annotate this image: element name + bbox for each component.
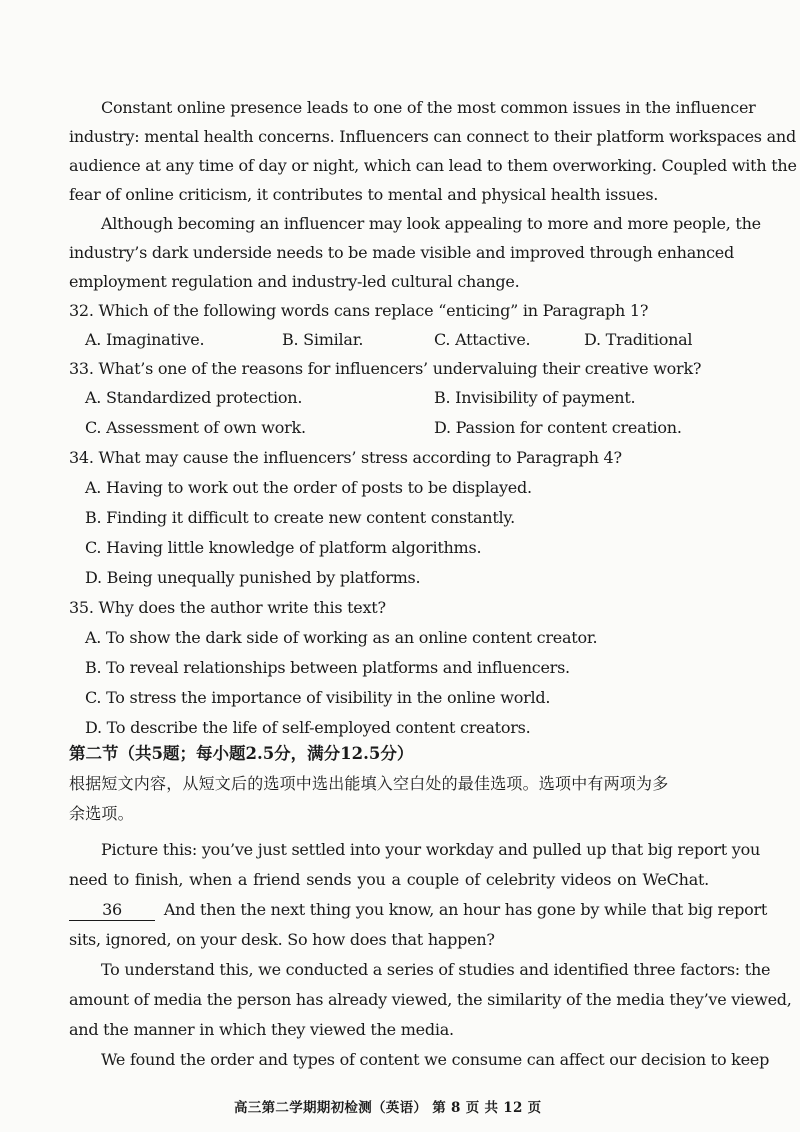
question-33-option-c[interactable]: C. Assessment of own work.	[85, 418, 306, 437]
question-32-option-a[interactable]: A. Imaginative.	[85, 330, 205, 349]
passage-a-line: audience at any time of day or night, which can lead to them overworking. Coupled with the	[69, 156, 797, 175]
section-2-instruction: 余选项。	[69, 804, 134, 823]
blank-36[interactable]: 36	[69, 900, 155, 921]
passage-a-line: Although becoming an influencer may look appealing to more and more people, the	[101, 214, 761, 233]
passage-b-text: And then the next thing you know, an hour has gone by while that big report	[163, 900, 768, 919]
question-35-option-b[interactable]: B. To reveal relationships between platforms and influencers.	[85, 658, 570, 677]
passage-a-line: fear of online criticism, it contributes to mental and physical health issues.	[69, 185, 659, 204]
question-35-option-d[interactable]: D. To describe the life of self-employed content creators.	[85, 718, 531, 737]
question-32-stem: 32. Which of the following words cans replace “enticing” in Paragraph 1?	[69, 301, 649, 320]
question-34-option-d[interactable]: D. Being unequally punished by platforms.	[85, 568, 421, 587]
question-33-option-a[interactable]: A. Standardized protection.	[85, 388, 303, 407]
question-34-option-b[interactable]: B. Finding it difficult to create new content constantly.	[85, 508, 515, 527]
passage-b-line: amount of media the person has already viewed, the similarity of the media they’ve viewed,	[69, 990, 792, 1009]
question-35-option-c[interactable]: C. To stress the importance of visibility in the online world.	[85, 688, 551, 707]
section-2-instruction: 根据短文内容，从短文后的选项中选出能填入空白处的最佳选项。选项中有两项为多	[69, 774, 669, 793]
question-34-option-a[interactable]: A. Having to work out the order of posts to be displayed.	[85, 478, 532, 497]
question-32-option-b[interactable]: B. Similar.	[282, 330, 364, 349]
question-33-stem: 33. What’s one of the reasons for influencers’ undervaluing their creative work?	[69, 359, 702, 378]
section-2-heading: 第二节（共5题；每小题2.5分，满分12.5分）	[69, 744, 414, 763]
passage-a-line: Constant online presence leads to one of the most common issues in the influencer	[101, 98, 756, 117]
page-footer: 高三第二学期期初检测（英语） 第 8 页 共 12 页	[234, 1100, 542, 1116]
passage-b-line: and the manner in which they viewed the media.	[69, 1020, 454, 1039]
question-34-option-c[interactable]: C. Having little knowledge of platform algorithms.	[85, 538, 482, 557]
passage-a-line: employment regulation and industry-led cultural change.	[69, 272, 520, 291]
question-35-option-a[interactable]: A. To show the dark side of working as an online content creator.	[85, 628, 598, 647]
passage-a-line: industry: mental health concerns. Influencers can connect to their platform workspaces and	[69, 127, 796, 146]
question-35-stem: 35. Why does the author write this text?	[69, 598, 386, 617]
passage-b-line: To understand this, we conducted a series of studies and identified three factors: the	[101, 960, 771, 979]
passage-b-line: need to finish, when a friend sends you a couple of celebrity videos on WeChat.	[69, 870, 709, 889]
passage-b-line: We found the order and types of content we consume can affect our decision to keep	[101, 1050, 770, 1069]
question-32-option-c[interactable]: C. Attactive.	[434, 330, 531, 349]
passage-b-line: Picture this: you’ve just settled into your workday and pulled up that big report you	[101, 840, 761, 859]
passage-a-line: industry’s dark underside needs to be made visible and improved through enhanced	[69, 243, 734, 262]
question-34-stem: 34. What may cause the influencers’ stress according to Paragraph 4?	[69, 448, 622, 467]
passage-b-blank-line	[69, 900, 767, 921]
question-32-option-d[interactable]: D. Traditional	[584, 330, 693, 349]
question-33-option-d[interactable]: D. Passion for content creation.	[434, 418, 682, 437]
question-33-option-b[interactable]: B. Invisibility of payment.	[434, 388, 636, 407]
passage-b-line: sits, ignored, on your desk. So how does that happen?	[69, 930, 495, 949]
